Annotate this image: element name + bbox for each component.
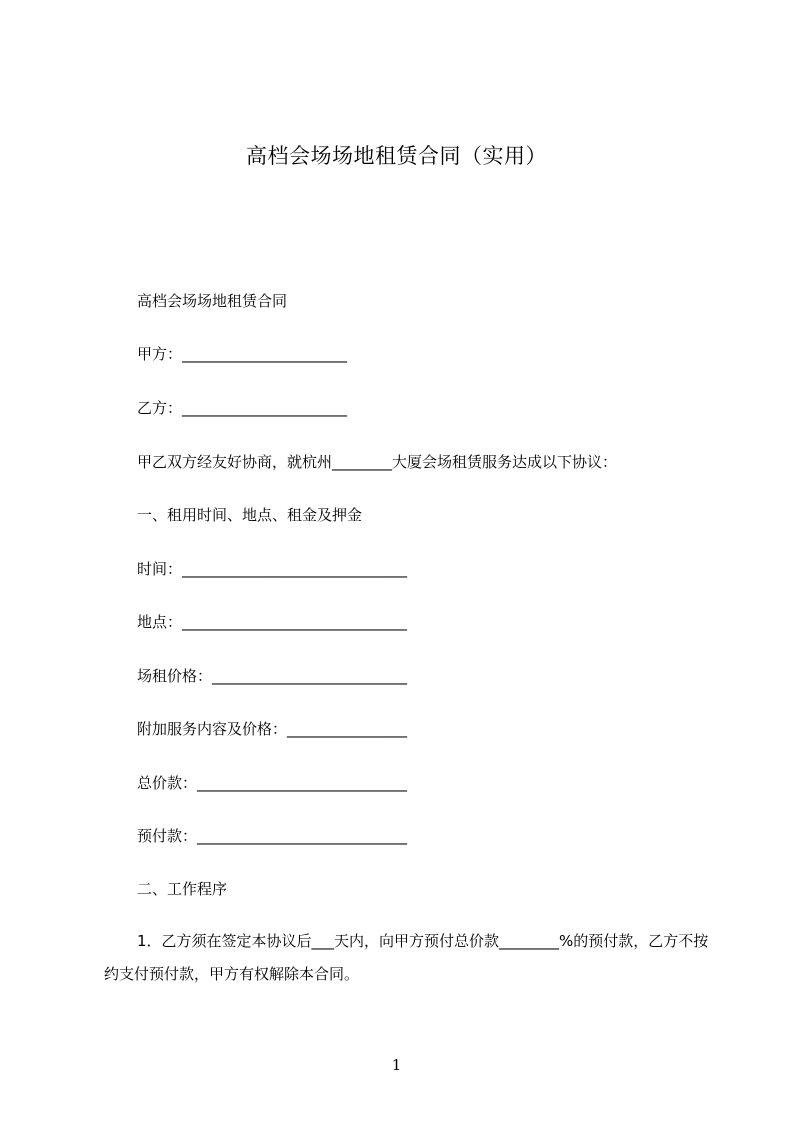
document-title: 高档会场场地租赁合同（实用） [246, 144, 547, 168]
party-a-line: 甲方：______________________ [137, 345, 348, 363]
clause-1-paragraph: 1．乙方须在签定本协议后___天内，向甲方预付总价款________%的预付款，乙方不按约支付预付款，甲方有权解除本合同。 [104, 932, 709, 983]
total-price-line: 总价款：____________________________ [137, 774, 408, 792]
party-b-line: 乙方：______________________ [137, 399, 348, 417]
section-2-heading: 二、工作程序 [137, 880, 228, 898]
intro-line: 甲乙双方经友好协商，就杭州________大厦会场租赁服务达成以下协议： [137, 453, 618, 471]
section-1-heading: 一、租用时间、地点、租金及押金 [137, 506, 363, 524]
venue-price-line: 场租价格：__________________________ [137, 667, 408, 685]
time-line: 时间：______________________________ [137, 560, 408, 578]
extra-services-line: 附加服务内容及价格：________________ [137, 720, 408, 738]
contract-subtitle: 高档会场场地租赁合同 [137, 292, 288, 310]
page-number: 1 [391, 1056, 402, 1074]
location-line: 地点：______________________________ [137, 613, 408, 631]
prepayment-line: 预付款：____________________________ [137, 827, 408, 845]
